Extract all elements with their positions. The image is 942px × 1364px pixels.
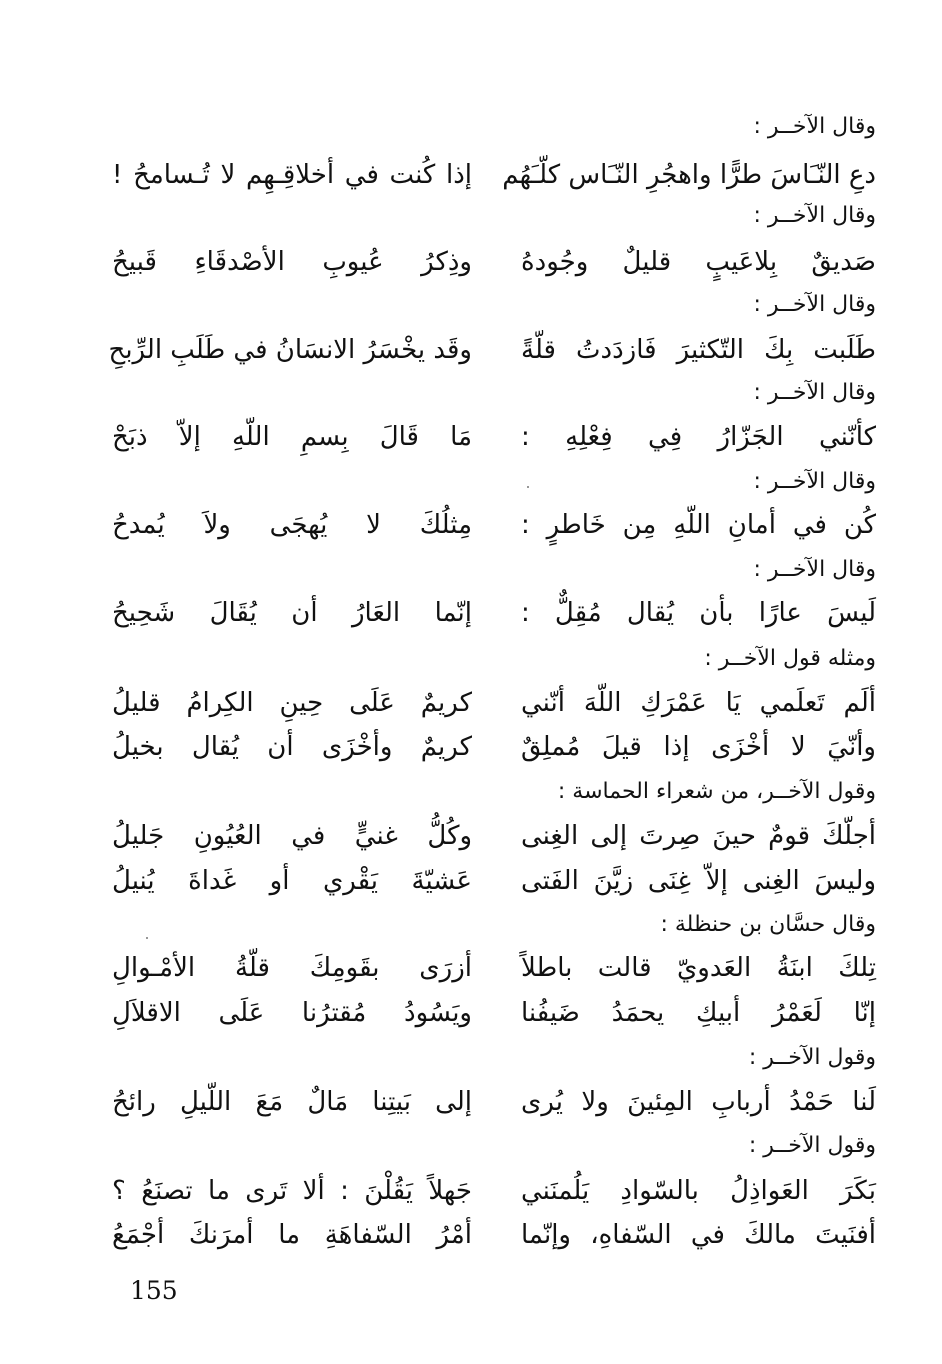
verse-second-hemistich: أزرَى بقَومِكَ قلّةُ الأمْـوالِ xyxy=(112,953,472,983)
verse-second-hemistich: إذا كُنت في أخلاقِـهِم لا تُـسامحُ ! xyxy=(112,160,472,190)
verse-second-hemistich: كريمٌ عَلَى حِينِ الكِرامُ قليلُ xyxy=(112,688,472,718)
verse-first-hemistich: أجلّكَ قومٌ حينَ صِرتَ إلى الغِنى xyxy=(521,821,876,851)
verse-first-hemistich: لَيسَ عارًا بأن يُقال مُقِلٌّ : xyxy=(521,598,876,628)
verse-first-hemistich: دعِ النّـَاسَ طرًّا واهجُرِ النّـَاس كلّـَهُم xyxy=(502,160,876,190)
verse-first-hemistich: كُن في أمانِ اللّهِ مِن خَاطرٍ : xyxy=(521,510,876,540)
verse-second-hemistich: عَشيّةَ يَقْري أو غَداةَ يُنيلُ xyxy=(112,866,472,896)
page-number: 155 xyxy=(130,1276,178,1305)
intro-line: ومثله قول الآخــر : xyxy=(704,646,876,671)
intro-line: وقال الآخــر : xyxy=(753,380,876,405)
intro-line: وقال الآخــر : xyxy=(753,292,876,317)
verse-second-hemistich: وقَد يخْسَرُ الانسَانُ في طَلَبِ الرِّبحِ xyxy=(108,335,472,365)
verse-second-hemistich: إنّما العَارُ أن يُقَالَ شَحِيحُ xyxy=(112,598,472,628)
verse-first-hemistich: ألَم تَعلَمي يَا عَمْرَكِ اللّهَ أنّني xyxy=(521,688,876,718)
verse-second-hemistich: وذِكرُ عُيوبِ الأصْدقَاءِ قَبيحُ xyxy=(112,247,472,277)
verse-second-hemistich: مِثلُكَ لا يُهجَى ولاَ يُمدحُ xyxy=(112,510,472,540)
intro-line: وقول الآخــر : xyxy=(748,1045,876,1070)
verse-first-hemistich: بَكَرَ العَواذِلُ بالسّوادِ يَلُمنَني xyxy=(521,1176,876,1206)
verse-first-hemistich: لَنا حَمْدُ أربابِ المِئينَ ولا يُرى xyxy=(521,1087,876,1117)
intro-line: وقول الآخــر، من شعراء الحماسة : xyxy=(557,779,876,804)
intro-line: وقال الآخــر : xyxy=(753,203,876,228)
intro-line: وقول الآخــر : xyxy=(748,1133,876,1158)
scan-speck xyxy=(146,937,148,939)
intro-line: وقال الآخــر : xyxy=(753,557,876,582)
verse-second-hemistich: إلى بَيتِنا مَالٌ مَعَ اللّيلِ رائحُ xyxy=(112,1087,472,1117)
intro-line: وقال حسَّان بن حنظلة : xyxy=(660,912,876,937)
scan-speck xyxy=(527,486,529,488)
verse-first-hemistich: كأنّني الجَزّارُ فِي فِعْلِهِ : xyxy=(521,422,876,452)
verse-second-hemistich: وكُلُّ غنيٍّ في العُيُونِ جَليلُ xyxy=(112,821,472,851)
verse-first-hemistich: طَلَبت بِكَ التّكثيرَ فَازدَدتُ قلّةً xyxy=(521,335,876,365)
verse-second-hemistich: ويَسُودُ مُقترُنا عَلَى الاقلاَلِ xyxy=(112,998,472,1028)
intro-line: وقال الآخــر : xyxy=(753,114,876,139)
verse-second-hemistich: مَا قَالَ بِسمِ اللّهِ إلاّ ذبَحْ xyxy=(112,422,472,452)
verse-first-hemistich: إنّا لَعَمْرُ أبيكِ يحمَدُ ضَيفُنا xyxy=(521,998,876,1028)
intro-line: وقال الآخــر : xyxy=(753,469,876,494)
verse-second-hemistich: جَهلاً يَقُلْنَ : ألا تَرى ما تصنَعُ ؟ xyxy=(112,1176,472,1206)
verse-first-hemistich: صَديقٌ بِلاعَيبٍ قليلٌ وجُودهُ xyxy=(521,247,876,277)
verse-first-hemistich: أفنَيتَ مالكَ في السّفاهِ، وإنّما xyxy=(521,1220,876,1250)
verse-first-hemistich: تِلكَ ابنَةُ العَدويّ قالت باطلاً xyxy=(521,953,876,983)
verse-second-hemistich: كريمٌ وأخْزَى أن يُقال بخيلُ xyxy=(112,732,472,762)
verse-first-hemistich: وأنّيَ لا أخْزَى إذا قيلَ مُملِقٌ xyxy=(521,732,876,762)
verse-second-hemistich: أمْرُ السّفاهَةِ ما أمرَنكَ أجْمَعُ xyxy=(112,1220,472,1250)
verse-first-hemistich: وليسَ الغِنى إلاّ غِنَى زيَّنَ الفَتى xyxy=(521,866,876,896)
